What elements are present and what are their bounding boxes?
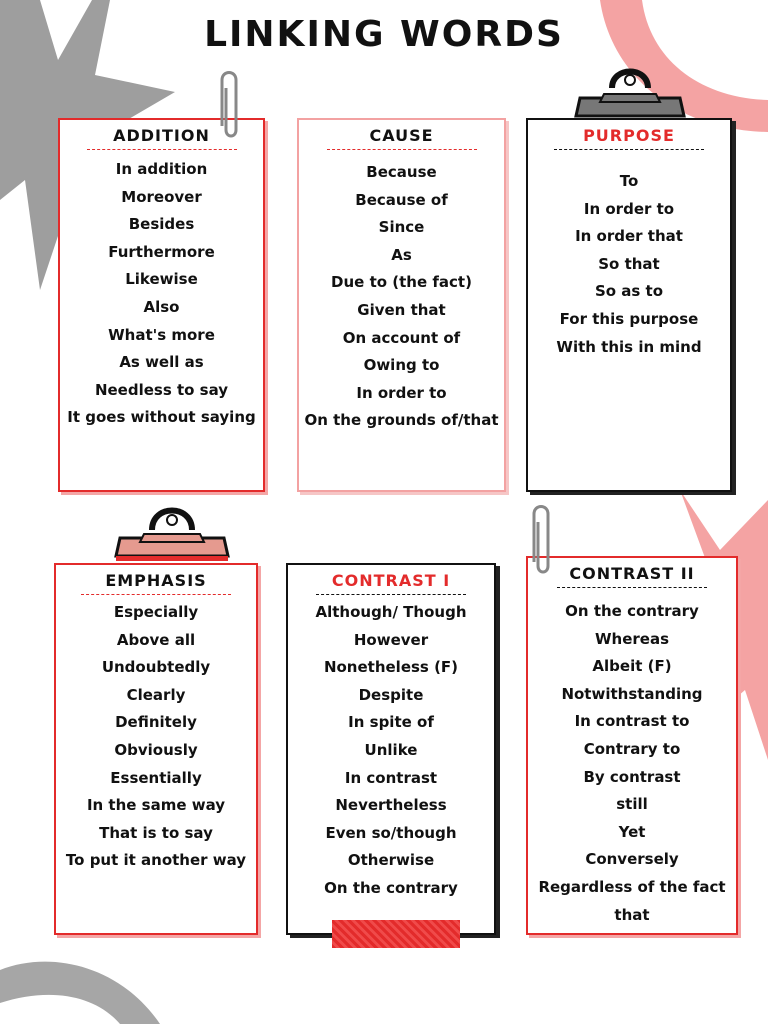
list-item: On the grounds of/that [304,411,499,430]
list-item: It goes without saying [67,408,256,427]
list-item: Likewise [125,270,198,289]
card-title: CAUSE [327,126,477,150]
gray-arc-shape [0,945,160,1024]
card-title: CONTRAST II [557,564,707,588]
list-item: With this in mind [556,337,702,356]
list-item: Essentially [110,768,202,787]
list-item: Notwithstanding [561,684,703,703]
card-title: EMPHASIS [81,571,231,595]
list-item: Above all [116,630,196,649]
list-item: To put it another way [65,851,247,870]
gray-clip-icon [574,58,686,120]
list-item: Otherwise [347,851,435,870]
list-item: For this purpose [559,309,699,328]
list-item: Nonetheless (F) [323,658,459,677]
list-item: Nevertheless [335,796,447,815]
list-item: Conversely [585,850,679,869]
list-item: As [391,245,412,264]
list-item: still [616,795,648,814]
list-item: On the contrary [565,602,699,620]
list-item: In order to [356,383,447,402]
card-contrast-1 [286,563,496,935]
list-item: Because [366,163,437,181]
card-emphasis [54,563,258,935]
list-item: Even so/though [325,823,457,842]
list-item: Despite [358,685,424,704]
list-item: So that [598,254,660,273]
list-item: Regardless of the fact [538,877,726,896]
card-title: ADDITION [87,126,237,150]
list-item: Clearly [126,685,186,704]
list-item: As well as [119,353,204,372]
paperclip-icon [216,66,242,140]
list-item: So as to [594,282,664,301]
list-item: In order to [583,199,675,218]
list-item: Needless to say [94,380,229,399]
list-item: Especially [113,603,199,621]
list-item: Furthermore [108,242,215,261]
list-item: However [353,630,429,649]
list-item: Due to (the fact) [331,273,472,292]
list-item: Undoubtedly [101,658,211,677]
list-item: In spite of [348,713,434,732]
list-item: Obviously [114,740,198,759]
list-item: Albeit (F) [592,657,672,676]
list-item: On account of [342,328,461,347]
list-item: Whereas [594,629,670,648]
red-tape-shape [332,920,460,948]
card-title: CONTRAST I [316,571,466,595]
card-addition [58,118,265,492]
card-cause [297,118,506,492]
list-item: Also [143,297,180,316]
card-title: PURPOSE [554,126,704,150]
list-item: Owing to [363,356,440,375]
list-item: In contrast to [574,712,690,731]
list-item: On the contrary [324,878,458,897]
list-item: Moreover [121,187,202,206]
list-item: Although/ Though [315,603,467,621]
list-item: In contrast [344,768,438,787]
list-item: What's more [108,325,215,344]
list-item: In the same way [86,796,226,815]
list-item: By contrast [583,767,681,786]
list-item: In addition [115,160,208,178]
list-item: Contrary to [583,739,681,758]
pink-clip-icon [114,496,230,562]
page-title: LINKING WORDS [204,14,564,55]
list-item: Definitely [115,713,197,732]
paperclip-icon [528,500,554,576]
list-item: Besides [128,215,195,234]
list-item: Given that [357,300,446,319]
card-contrast-2 [526,556,738,935]
list-item: Yet [618,822,646,841]
card-purpose [526,118,732,492]
list-item: Because of [355,190,448,209]
list-item: Unlike [364,740,418,759]
list-item: In order that [575,227,683,246]
list-item: Since [378,218,425,237]
list-item: that [614,905,650,924]
list-item: To [619,172,639,190]
list-item: That is to say [99,823,213,842]
